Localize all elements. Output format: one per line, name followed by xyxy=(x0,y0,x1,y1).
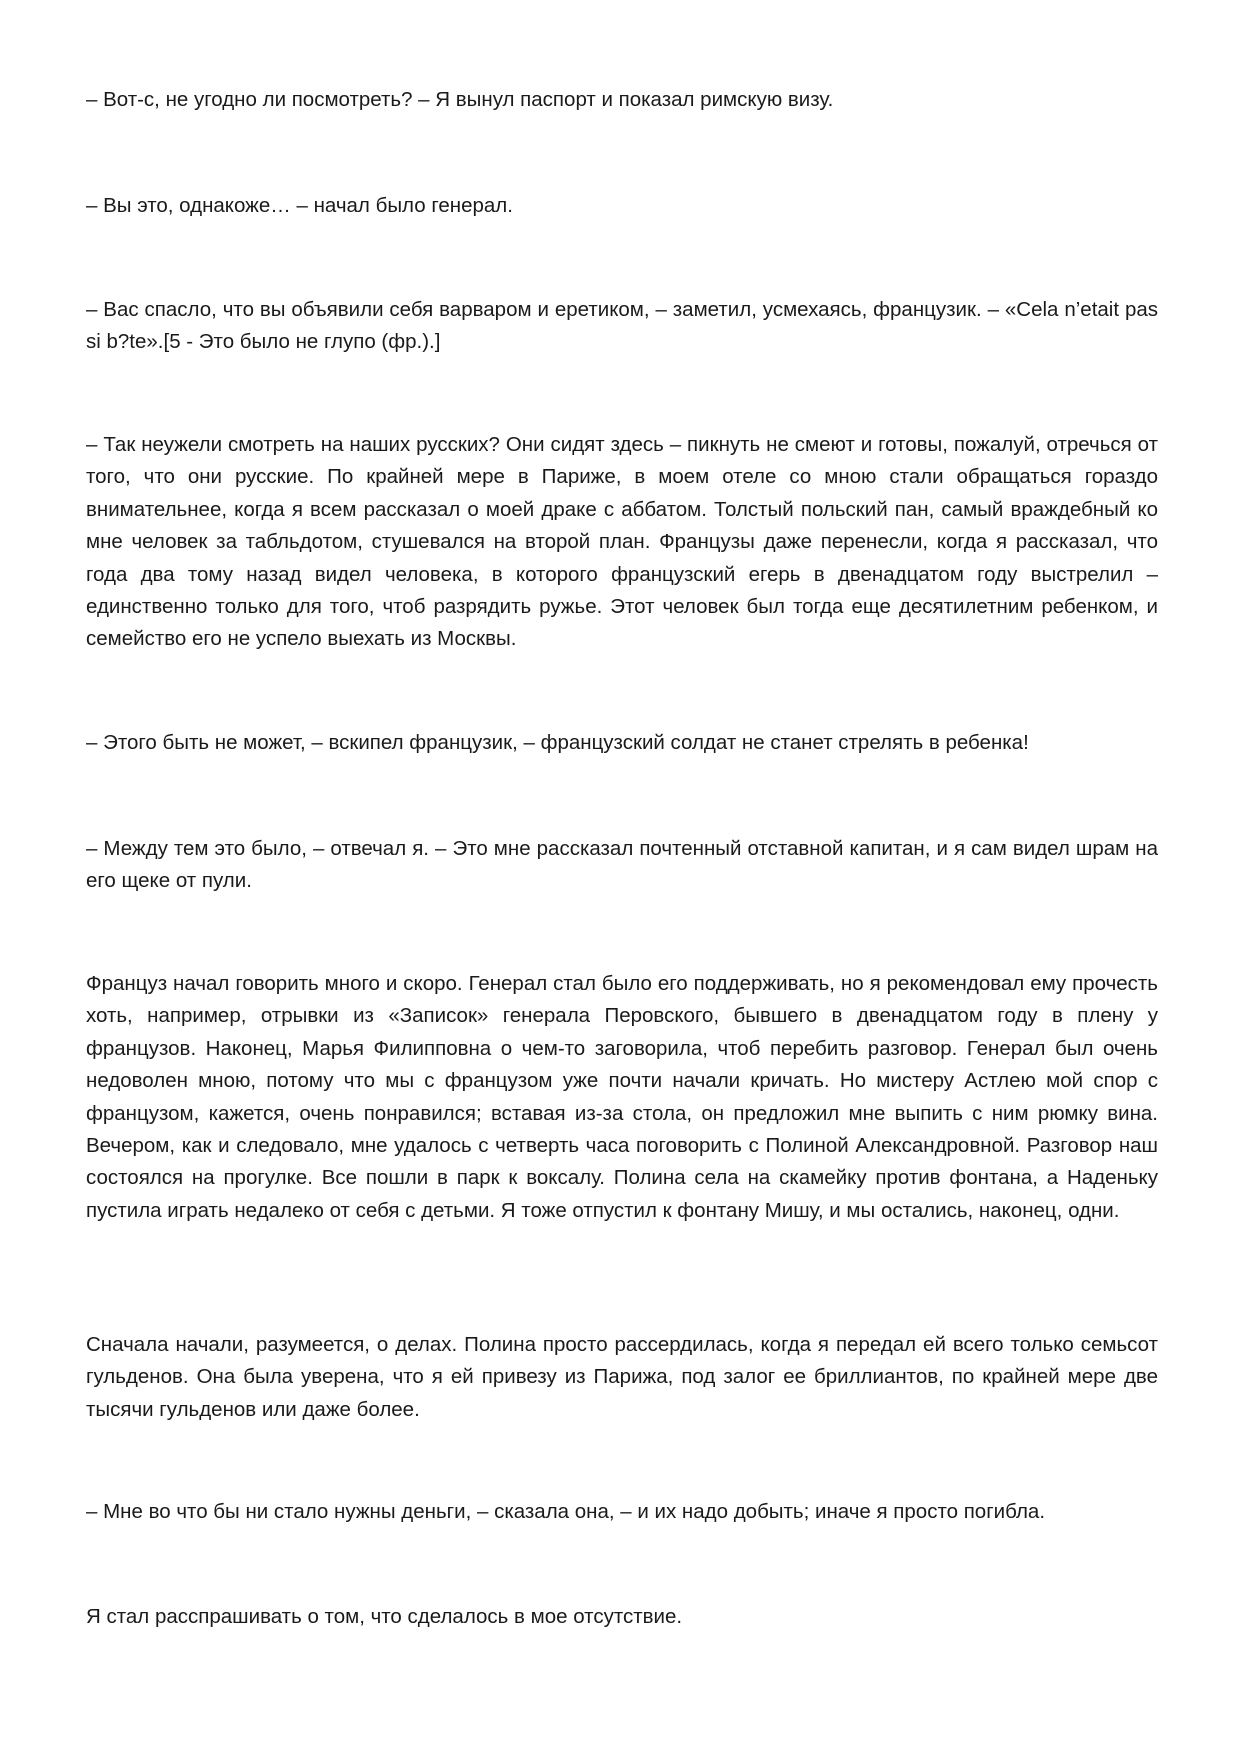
paragraph-1: – Вот-с, не угодно ли посмотреть? – Я вынул паспорт и показал римскую визу. xyxy=(86,88,834,111)
paragraph-9: – Мне во что бы ни стало нужны деньги, – сказала она, – и их надо добыть; иначе я просто погибла. xyxy=(86,1500,1046,1523)
paragraph-10: Я стал расспрашивать о том, что сделалось в мое отсутствие. xyxy=(86,1605,683,1628)
paragraph-2: – Вы это, однакоже… – начал было генерал. xyxy=(86,194,513,217)
paragraph-5: – Этого быть не может, – вскипел французик, – французский солдат не станет стрелять в ребенка! xyxy=(86,731,1029,754)
paragraph-8: Сначала начали, разумеется, о делах. Полина просто рассердилась, когда я передал ей всего только семьсот гульденов. Она была уверена, что я ей привезу из Парижа, под залог ее бриллиантов, по крайней мере две тысячи гульденов или даже более. xyxy=(86,1333,1158,1421)
paragraph-7: Француз начал говорить много и скоро. Генерал стал было его поддерживать, но я рекомендовал ему прочесть хоть, например, отрывки из «Записок» генерала Перовского, бывшего в двенадцатом году в плену у французов. Наконец, Марья Филипповна о чем-то заговорила, чтоб перебить разговор. Генерал был очень недоволен мною, потому что мы с французом уже почти начали кричать. Но мистеру Астлею мой спор с французом, кажется, очень понравился; вставая из-за стола, он предложил мне выпить с ним рюмку вина. Вечером, как и следовало, мне удалось с четверть часа поговорить с Полиной Александровной. Разговор наш состоялся на прогулке. Все пошли в парк к воксалу. Полина села на скамейку против фонтана, а Наденьку пустила играть недалеко от себя с детьми. Я тоже отпустил к фонтану Мишу, и мы остались, наконец, одни. xyxy=(86,972,1158,1222)
paragraph-6: – Между тем это было, – отвечал я. – Это мне рассказал почтенный отставной капитан, и я сам видел шрам на его щеке от пули. xyxy=(86,837,1158,893)
paragraph-3: – Вас спасло, что вы объявили себя варваром и еретиком, – заметил, усмехаясь, французик. – «Cela n’etait pas si b?te».[5 - Это было не глупо (фр.).] xyxy=(86,298,1158,354)
paragraph-4: – Так неужели смотреть на наших русских? Они сидят здесь – пикнуть не смеют и готовы, пожалуй, отречься от того, что они русские. По крайней мере в Париже, в моем отеле со мною стали обращаться гораздо внимательнее, когда я всем рассказал о моей драке с аббатом. Толстый польский пан, самый враждебный ко мне человек за табльдотом, стушевался на второй план. Французы даже перенесли, когда я рассказал, что года два тому назад видел человека, в которого французский егерь в двенадцатом году выстрелил – единственно только для того, чтоб разрядить ружье. Этот человек был тогда еще десятилетним ребенком, и семейство его не успело выехать из Москвы. xyxy=(86,433,1158,651)
